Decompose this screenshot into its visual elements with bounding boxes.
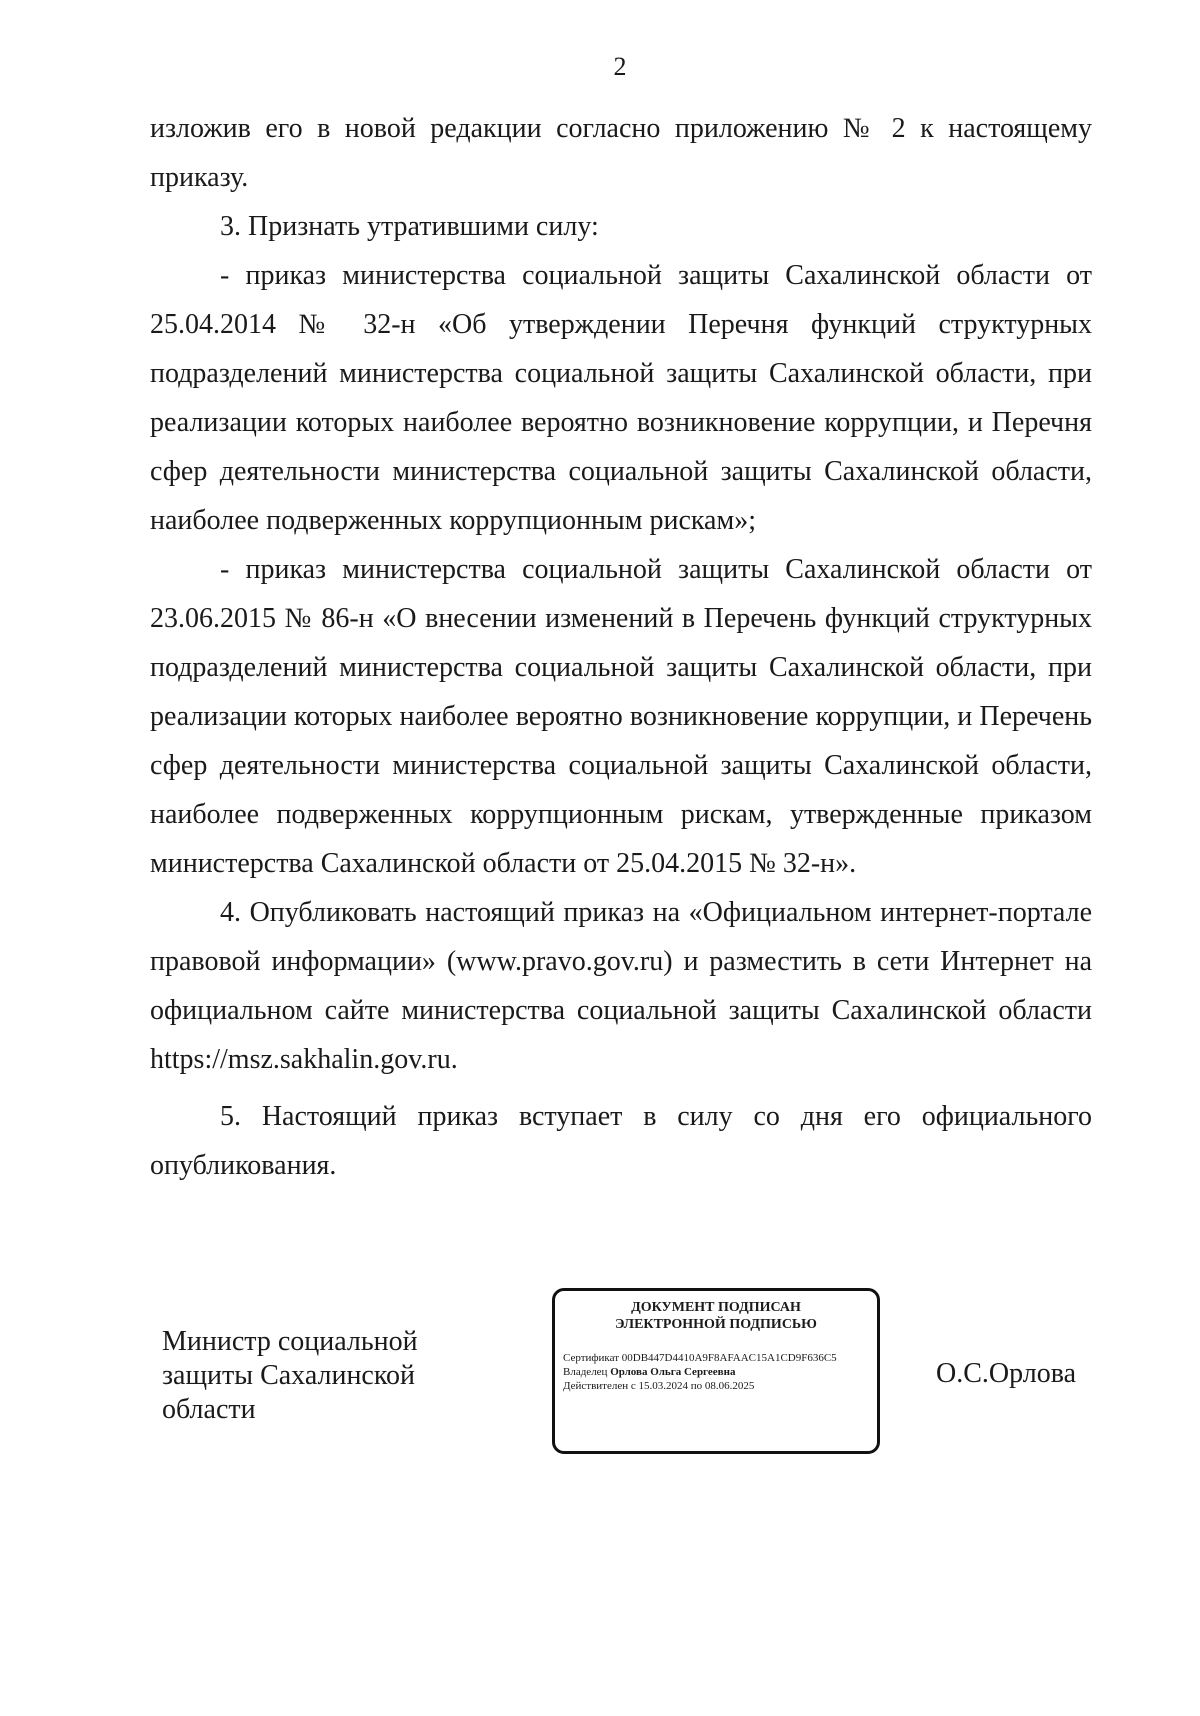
stamp-owner-label: Владелец — [563, 1366, 608, 1378]
stamp-certificate-value: 00DB447D4410A9F8AFAAC15A1CD9F636C5 — [621, 1352, 837, 1364]
signer-title-line: Министр социальной — [162, 1326, 418, 1357]
paragraph-continuation: изложив его в новой редакции согласно приложению № 2 к настоящему приказу. — [150, 113, 1092, 193]
stamp-title-line: ЭЛЕКТРОННОЙ ПОДПИСЬЮ — [615, 1317, 817, 1332]
stamp-title-line: ДОКУМЕНТ ПОДПИСАН — [631, 1300, 801, 1315]
stamp-title — [563, 1299, 869, 1333]
signer-title-line: защиты Сахалинской — [162, 1360, 416, 1391]
signer-title-line: области — [162, 1394, 256, 1425]
stamp-owner-value: Орлова Ольга Сергеевна — [610, 1366, 736, 1378]
stamp-certificate-label: Сертификат — [563, 1352, 619, 1364]
document-body — [150, 104, 1092, 1190]
paragraph-repealed-order-2: - приказ министерства социальной защиты Сахалинской области от 23.06.2015 № 86-н «О внесении изменений в Перечень функций структурных подразделений министерства социальной защиты Сахалинской области, при реализации которых наиболее вероятно возникновение коррупции, и Перечень сфер деятельности министерства социальной защиты Сахалинской области, наиболее подверженных коррупционным рискам, утвержденные приказом министерства Сахалинской области от 25.04.2015 № 32-н». — [150, 554, 1092, 879]
electronic-signature-stamp — [552, 1288, 880, 1454]
paragraph-item-5: 5. Настоящий приказ вступает в силу со дня его официального опубликования. — [150, 1101, 1092, 1181]
paragraph-repealed-order-1: - приказ министерства социальной защиты Сахалинской области от 25.04.2014 № 32-н «Об утверждении Перечня функций структурных подразделений министерства социальной защиты Сахалинской области, при реализации которых наиболее вероятно возникновение коррупции, и Перечня сфер деятельности министерства социальной защиты Сахалинской области, наиболее подверженных коррупционным рискам»; — [150, 260, 1092, 536]
page-number: 2 — [613, 52, 627, 81]
stamp-validity: Действителен с 15.03.2024 по 08.06.2025 — [563, 1380, 755, 1392]
signer-title — [162, 1325, 462, 1427]
signatory-name: О.С.Орлова — [936, 1358, 1076, 1389]
paragraph-item-3: 3. Признать утратившими силу: — [220, 211, 599, 242]
stamp-certificate — [563, 1351, 869, 1365]
stamp-owner — [563, 1365, 869, 1379]
paragraph-item-4: 4. Опубликовать настоящий приказ на «Официальном интернет-портале правовой информации» (www.pravo.gov.ru) и разместить в сети Интернет на официальном сайте министерства социальной защиты Сахалинской области https://msz.sakhalin.gov.ru. — [150, 897, 1092, 1075]
